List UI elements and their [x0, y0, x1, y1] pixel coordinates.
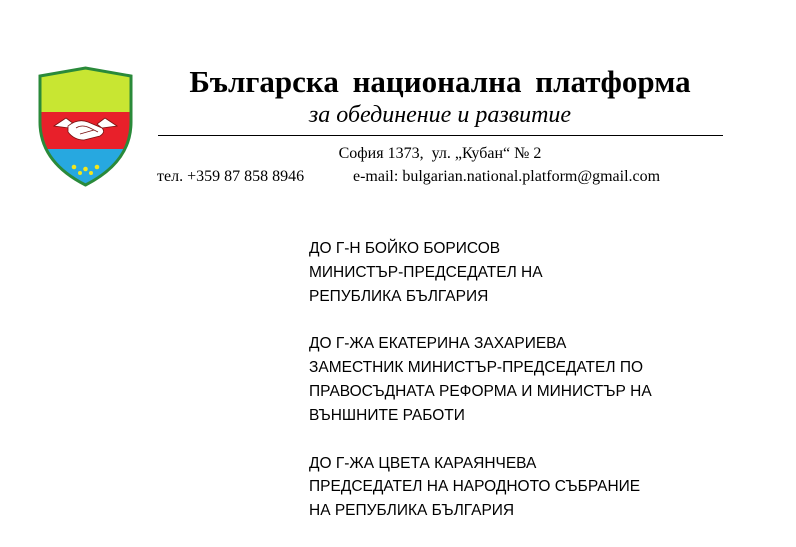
- org-subtitle: за обединение и развитие: [308, 102, 572, 128]
- org-address: София 1373, ул. „Кубан“ № 2: [338, 145, 542, 162]
- recipient-line: РЕПУБЛИКА БЪЛГАРИЯ: [309, 287, 489, 305]
- recipients-block: [309, 237, 779, 547]
- org-phone: тел. +359 87 858 8946: [157, 168, 305, 185]
- recipient-parliament-chair: [309, 452, 779, 523]
- recipient-line: ДО Г-ЖА ЦВЕТА КАРАЯНЧЕВА: [309, 454, 537, 472]
- handshake-shield-logo-icon: [36, 66, 135, 188]
- recipient-line: ЗАМЕСТНИК МИНИСТЪР-ПРЕДСЕДАТЕЛ ПО: [309, 359, 644, 377]
- recipient-line: ПРАВОСЪДНАТА РЕФОРМА И МИНИСТЪР НА: [309, 382, 652, 400]
- org-name: Българска национална платформа: [189, 64, 691, 99]
- recipient-line: ДО Г-Н БОЙКО БОРИСОВ: [309, 240, 501, 257]
- recipient-prime-minister: [309, 237, 779, 308]
- recipient-line: НА РЕПУБЛИКА БЪЛГАРИЯ: [309, 502, 515, 520]
- org-contacts: [157, 166, 723, 188]
- recipient-line: ПРЕДСЕДАТЕЛ НА НАРОДНОТО СЪБРАНИЕ: [309, 478, 641, 496]
- recipient-line: ДО Г-ЖА ЕКАТЕРИНА ЗАХАРИЕВА: [309, 335, 567, 353]
- recipient-deputy-prime-minister: [309, 332, 779, 427]
- recipient-line: МИНИСТЪР-ПРЕДСЕДАТЕЛ НА: [309, 263, 543, 281]
- header-divider: [158, 135, 723, 136]
- org-email: e-mail: bulgarian.national.platform@gmail.com: [353, 168, 661, 185]
- recipient-line: ВЪНШНИТЕ РАБОТИ: [309, 406, 465, 424]
